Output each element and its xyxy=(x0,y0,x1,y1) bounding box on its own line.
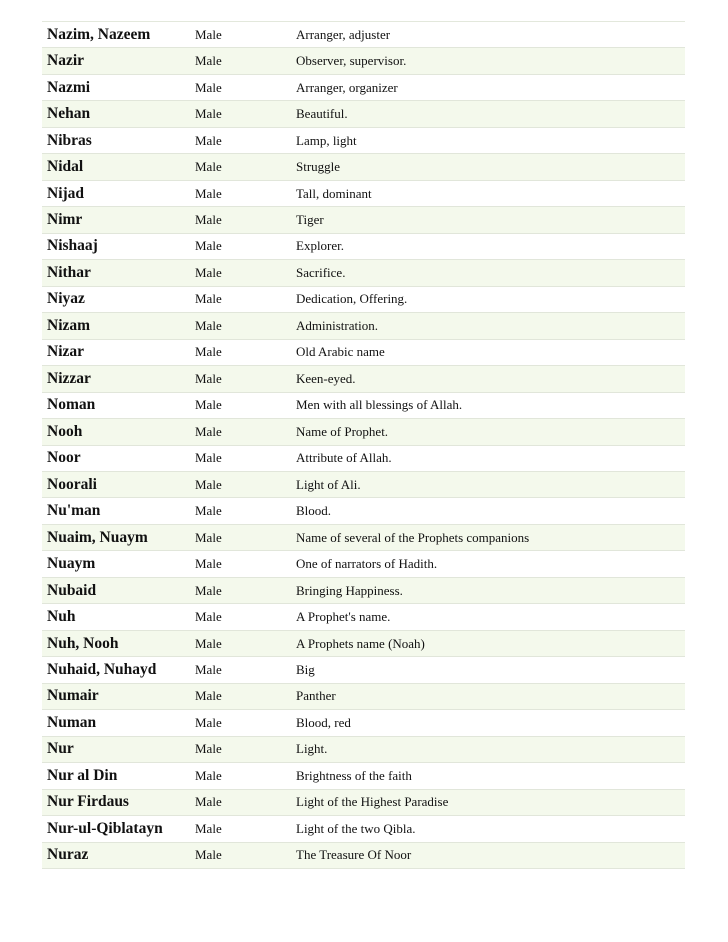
gender-cell: Male xyxy=(195,609,222,625)
meaning-cell: Keen-eyed. xyxy=(296,370,356,386)
names-table xyxy=(42,21,685,869)
table-row xyxy=(42,525,685,551)
gender-cell: Male xyxy=(195,476,222,492)
meaning-cell: Tiger xyxy=(296,212,324,228)
name-cell: Nuhaid, Nuhayd xyxy=(47,660,157,678)
gender-cell: Male xyxy=(195,582,222,598)
meaning-cell: Observer, supervisor. xyxy=(296,53,407,69)
table-row xyxy=(42,101,685,127)
gender-cell: Male xyxy=(195,291,222,307)
table-row xyxy=(42,366,685,392)
meaning-cell: Dedication, Offering. xyxy=(296,291,408,307)
gender-cell: Male xyxy=(195,397,222,413)
gender-cell: Male xyxy=(195,847,222,863)
gender-cell: Male xyxy=(195,53,222,69)
table-row xyxy=(42,498,685,524)
name-cell: Nidal xyxy=(47,158,84,176)
name-cell: Nehan xyxy=(47,105,91,123)
name-cell: Nuaim, Nuaym xyxy=(47,528,148,546)
table-row xyxy=(42,393,685,419)
name-cell: Nizzar xyxy=(47,369,91,387)
meaning-cell: Panther xyxy=(296,688,336,704)
name-cell: Nuraz xyxy=(47,846,89,864)
table-row xyxy=(42,843,685,869)
gender-cell: Male xyxy=(195,106,222,122)
meaning-cell: Attribute of Allah. xyxy=(296,450,392,466)
gender-cell: Male xyxy=(195,820,222,836)
table-row xyxy=(42,48,685,74)
table-row xyxy=(42,207,685,233)
table-row xyxy=(42,604,685,630)
name-cell: Nur-ul-Qiblatayn xyxy=(47,819,163,837)
meaning-cell: Light of Ali. xyxy=(296,476,361,492)
gender-cell: Male xyxy=(195,185,222,201)
meaning-cell: Explorer. xyxy=(296,238,345,254)
name-cell: Nizar xyxy=(47,343,85,361)
gender-cell: Male xyxy=(195,238,222,254)
name-cell: Noman xyxy=(47,396,96,414)
gender-cell: Male xyxy=(195,317,222,333)
name-cell: Nazmi xyxy=(47,78,91,96)
meaning-cell: Brightness of the faith xyxy=(296,767,412,783)
gender-cell: Male xyxy=(195,556,222,572)
table-row xyxy=(42,631,685,657)
table-row xyxy=(42,657,685,683)
table-row xyxy=(42,340,685,366)
meaning-cell: A Prophet's name. xyxy=(296,609,391,625)
meaning-cell: Administration. xyxy=(296,317,378,333)
name-cell: Nuh, Nooh xyxy=(47,634,119,652)
meaning-cell: Struggle xyxy=(296,159,341,175)
name-cell: Nijad xyxy=(47,184,85,202)
meaning-cell: Light. xyxy=(296,741,328,757)
gender-cell: Male xyxy=(195,794,222,810)
name-cell: Niyaz xyxy=(47,290,85,308)
gender-cell: Male xyxy=(195,79,222,95)
table-row xyxy=(42,684,685,710)
meaning-cell: Big xyxy=(296,661,315,677)
meaning-cell: Blood. xyxy=(296,503,332,519)
gender-cell: Male xyxy=(195,370,222,386)
name-cell: Nur xyxy=(47,740,74,758)
gender-cell: Male xyxy=(195,688,222,704)
meaning-cell: Name of Prophet. xyxy=(296,423,389,439)
table-row xyxy=(42,578,685,604)
gender-cell: Male xyxy=(195,344,222,360)
gender-cell: Male xyxy=(195,212,222,228)
name-cell: Nimr xyxy=(47,211,83,229)
name-cell: Nur al Din xyxy=(47,766,118,784)
meaning-cell: Light of the two Qibla. xyxy=(296,820,416,836)
name-cell: Nazir xyxy=(47,52,85,70)
meaning-cell: Arranger, organizer xyxy=(296,79,398,95)
name-cell: Nibras xyxy=(47,131,92,149)
meaning-cell: Blood, red xyxy=(296,714,351,730)
meaning-cell: Old Arabic name xyxy=(296,344,385,360)
name-cell: Nubaid xyxy=(47,581,97,599)
meaning-cell: Men with all blessings of Allah. xyxy=(296,397,463,413)
name-cell: Nuaym xyxy=(47,555,96,573)
name-cell: Nooh xyxy=(47,422,83,440)
table-row xyxy=(42,260,685,286)
table-row xyxy=(42,22,685,48)
table-row xyxy=(42,313,685,339)
name-cell: Nur Firdaus xyxy=(47,793,129,811)
meaning-cell: Light of the Highest Paradise xyxy=(296,794,449,810)
name-cell: Nuh xyxy=(47,608,76,626)
name-cell: Nithar xyxy=(47,263,91,281)
table-row xyxy=(42,472,685,498)
table-row xyxy=(42,128,685,154)
gender-cell: Male xyxy=(195,503,222,519)
name-cell: Nizam xyxy=(47,316,91,334)
name-cell: Nazim, Nazeem xyxy=(47,25,151,43)
meaning-cell: The Treasure Of Noor xyxy=(296,847,412,863)
name-cell: Noorali xyxy=(47,475,97,493)
gender-cell: Male xyxy=(195,529,222,545)
table-row xyxy=(42,710,685,736)
table-row xyxy=(42,181,685,207)
table-row xyxy=(42,790,685,816)
gender-cell: Male xyxy=(195,741,222,757)
meaning-cell: A Prophets name (Noah) xyxy=(296,635,425,651)
table-row xyxy=(42,154,685,180)
meaning-cell: Sacrifice. xyxy=(296,264,346,280)
table-row xyxy=(42,763,685,789)
name-cell: Numan xyxy=(47,713,97,731)
gender-cell: Male xyxy=(195,26,222,42)
name-cell: Numair xyxy=(47,687,99,705)
table-row xyxy=(42,446,685,472)
meaning-cell: Tall, dominant xyxy=(296,185,372,201)
name-cell: Noor xyxy=(47,449,81,467)
meaning-cell: Beautiful. xyxy=(296,106,348,122)
gender-cell: Male xyxy=(195,661,222,677)
meaning-cell: Arranger, adjuster xyxy=(296,26,391,42)
table-row xyxy=(42,551,685,577)
table-row xyxy=(42,75,685,101)
gender-cell: Male xyxy=(195,635,222,651)
name-cell: Nu'man xyxy=(47,502,101,520)
meaning-cell: Lamp, light xyxy=(296,132,357,148)
gender-cell: Male xyxy=(195,132,222,148)
table-row xyxy=(42,234,685,260)
gender-cell: Male xyxy=(195,159,222,175)
gender-cell: Male xyxy=(195,767,222,783)
meaning-cell: Name of several of the Prophets companions xyxy=(296,529,530,545)
gender-cell: Male xyxy=(195,423,222,439)
meaning-cell: One of narrators of Hadith. xyxy=(296,556,438,572)
gender-cell: Male xyxy=(195,450,222,466)
gender-cell: Male xyxy=(195,264,222,280)
table-row xyxy=(42,287,685,313)
table-row xyxy=(42,419,685,445)
meaning-cell: Bringing Happiness. xyxy=(296,582,403,598)
table-row xyxy=(42,816,685,842)
table-row xyxy=(42,737,685,763)
name-cell: Nishaaj xyxy=(47,237,98,255)
gender-cell: Male xyxy=(195,714,222,730)
